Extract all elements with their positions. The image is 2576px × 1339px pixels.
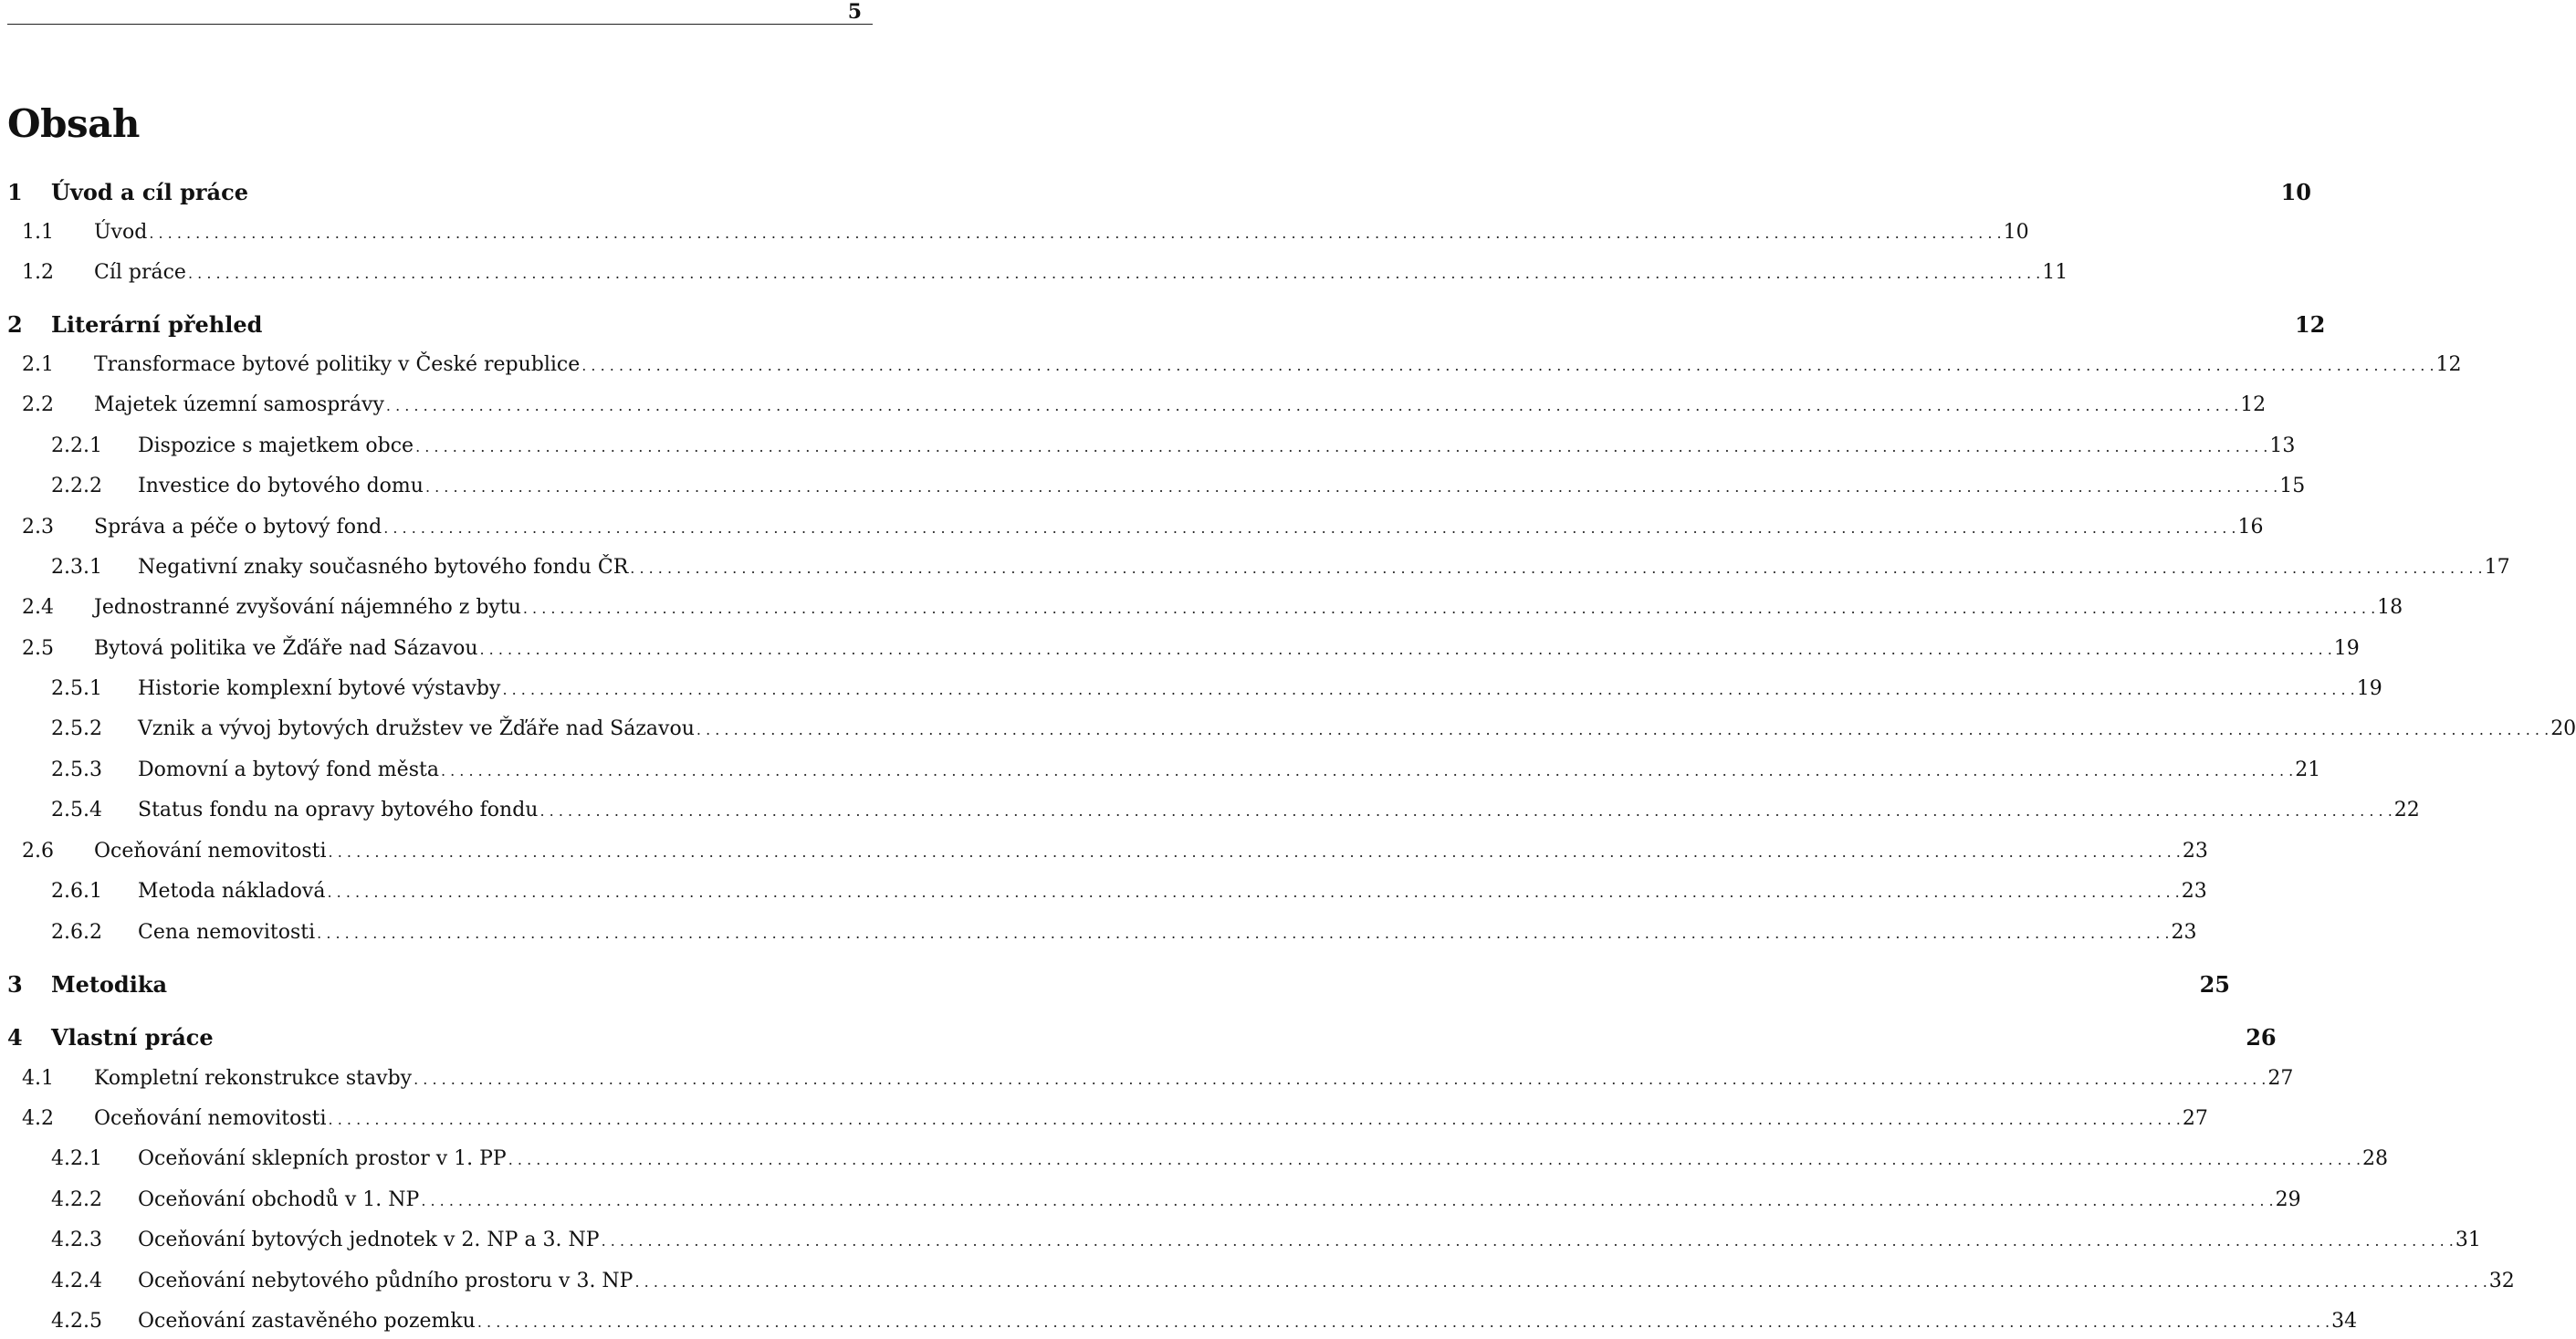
toc-entry[interactable]: [0, 875, 2207, 908]
toc-entry-row: [138, 673, 2382, 706]
toc-entry[interactable]: [0, 470, 2306, 503]
toc-entry-page: 32: [2488, 1270, 2515, 1292]
toc-entry-page: 20: [2550, 717, 2576, 740]
toc-entry-row: [94, 1103, 2208, 1136]
toc-entry-row: [138, 754, 2321, 788]
toc-entry[interactable]: [0, 216, 2029, 249]
toc-entry-page: 29: [2275, 1188, 2301, 1211]
toc-dot-leader: . . . . . . . . . . . . . . . . . . . . . . . . . . . . . . . . . . . . . . . . . . . . . . . . . . . . . . . . . . . . . . . . . . . . . . . . . . . . . . . . . . . . . . . . . . . . . . . . . . . . . . . . . . . . . . . . . . . . . . . . . . . . . . . . . . . . . . . . . . . . . . . . . . . . . . . . . . . . . . . . . . . . . . . . . . . . . . . . . . . . . . . . . . . . . . . . . . . . . . . .: [317, 925, 2170, 942]
toc-entry-label: Cena nemovitosti: [138, 921, 316, 944]
toc-entry-number: 2.2.1: [51, 434, 102, 457]
toc-dot-leader: . . . . . . . . . . . . . . . . . . . . . . . . . . . . . . . . . . . . . . . . . . . . . . . . . . . . . . . . . . . . . . . . . . . . . . . . . . . . . . . . . . . . . . . . . . . . . . . . . . . . . . . . . . . . . . . . . . . . . . . . . . . . . . . . . . . . . . . . . . . . . . . . . . . . . . . . . . . . . . . . . . . . . . . . . . . . . . . . . . . . . . . . . . . . . . . . . . . . . . . .: [630, 560, 2483, 577]
toc-dot-leader: . . . . . . . . . . . . . . . . . . . . . . . . . . . . . . . . . . . . . . . . . . . . . . . . . . . . . . . . . . . . . . . . . . . . . . . . . . . . . . . . . . . . . . . . . . . . . . . . . . . . . . . . . . . . . . . . . . . . . . . . . . . . . . . . . . . . . . . . . . . . . . . . . . . . . . . . . . . . . . . . . . . . . . . . . . . . . . . . . . . . . . . . . . . . . . . . . . . . . . . .: [385, 397, 2239, 414]
toc-entry-row: [138, 794, 2420, 828]
toc-entry-number: 2.2.2: [51, 475, 102, 497]
toc-entry-label: Správa a péče o bytový fond: [94, 516, 382, 539]
toc-entry-page: 27: [2182, 1107, 2208, 1130]
toc-entry-row: [94, 216, 2029, 250]
toc-entry-row: [94, 591, 2403, 625]
toc-entry-row: [138, 1265, 2515, 1299]
toc-dot-leader: . . . . . . . . . . . . . . . . . . . . . . . . . . . . . . . . . . . . . . . . . . . . . . . . . . . . . . . . . . . . . . . . . . . . . . . . . . . . . . . . . . . . . . . . . . . . . . . . . . . . . . . . . . . . . . . . . . . . . . . . . . . . . . . . . . . . . . . . . . . . . . . . . . . . . . . . . . . . . . . . . . . . . . . . . . . . . . . . . . . . . . . . . . . . . . . . . . . . . . . .: [502, 681, 2355, 698]
toc-entry-page: 26: [2246, 1024, 2277, 1051]
toc-entry-label: Domovní a bytový fond města: [138, 758, 439, 781]
toc-entry-label: Oceňování nemovitosti: [94, 1107, 327, 1130]
toc-entry-label: Úvod: [94, 221, 148, 244]
toc-entry[interactable]: [0, 256, 2068, 289]
toc-entry-number: 2.5: [22, 637, 54, 660]
toc-entry-number: 2.6.1: [51, 880, 102, 903]
toc-dot-leader: . . . . . . . . . . . . . . . . . . . . . . . . . . . . . . . . . . . . . . . . . . . . . . . . . . . . . . . . . . . . . . . . . . . . . . . . . . . . . . . . . . . . . . . . . . . . . . . . . . . . . . . . . . . . . . . . . . . . . . . . . . . . . . . . . . . . . . . . . . . . . . . . . . . . . . . . . . . . . . . . . . . . . . . . . . . . . . . . . . . . . . . . . . . . . . . . . . . . . . . .: [581, 357, 2435, 374]
toc-entry[interactable]: [0, 1184, 2301, 1217]
toc-entry[interactable]: [0, 1224, 2481, 1257]
toc-dot-leader: . . . . . . . . . . . . . . . . . . . . . . . . . . . . . . . . . . . . . . . . . . . . . . . . . . . . . . . . . . . . . . . . . . . . . . . . . . . . . . . . . . . . . . . . . . . . . . . . . . . . . . . . . . . . . . . . . . . . . . . . . . . . . . . . . . . . . . . . . . . . . . . . . . . . . . . . . . . . . . . . . . . . . . . . . . . . . . . . . . . . . . . . . . . . . . . . . . . . . . . .: [522, 600, 2376, 617]
toc-dot-leader: . . . . . . . . . . . . . . . . . . . . . . . . . . . . . . . . . . . . . . . . . . . . . . . . . . . . . . . . . . . . . . . . . . . . . . . . . . . . . . . . . . . . . . . . . . . . . . . . . . . . . . . . . . . . . . . . . . . . . . . . . . . . . . . . . . . . . . . . . . . . . . . . . . . . . . . . . . . . . . . . . . . . . . . . . . . . . . . . . . . . . . . . . . . . . . . . . . . . . . . .: [415, 438, 2268, 455]
toc-dot-leader: . . . . . . . . . . . . . . . . . . . . . . . . . . . . . . . . . . . . . . . . . . . . . . . . . . . . . . . . . . . . . . . . . . . . . . . . . . . . . . . . . . . . . . . . . . . . . . . . . . . . . . . . . . . . . . . . . . . . . . . . . . . . . . . . . . . . . . . . . . . . . . . . . . . . . . . . . . . . . . . . . . . . . . . . . . . . . . . . . . . . . . . . . . . . . . . . . . . . . . . .: [328, 843, 2181, 861]
toc-entry-page: 18: [2377, 596, 2403, 619]
toc-entry-page: 10: [2003, 221, 2029, 244]
toc-dot-leader: . . . . . . . . . . . . . . . . . . . . . . . . . . . . . . . . . . . . . . . . . . . . . . . . . . . . . . . . . . . . . . . . . . . . . . . . . . . . . . . . . . . . . . . . . . . . . . . . . . . . . . . . . . . . . . . . . . . . . . . . . . . . . . . . . . . . . . . . . . . . . . . . . . . . . . . . . . . . . . . . . . . . . . . . . . . . . . . . . . . . . . . . . . . . . . . . . . . . . . . .: [187, 265, 2041, 282]
toc-entry-page: 19: [2333, 637, 2360, 660]
toc-entry-row: [51, 968, 2230, 1004]
page-title: Obsah: [7, 101, 140, 146]
toc-dot-leader: . . . . . . . . . . . . . . . . . . . . . . . . . . . . . . . . . . . . . . . . . . . . . . . . . . . . . . . . . . . . . . . . . . . . . . . . . . . . . . . . . . . . . . . . . . . . . . . . . . . . . . . . . . . . . . . . . . . . . . . . . . . . . . . . . . . . . . . . . . . . . . . . . . . . . . . . . . . . . . . . . . . . . . . . . . . . . . . . . . . . . . . . . . . . . . . . . . . . . . . .: [383, 519, 2236, 537]
toc-entry-number: 2.2: [22, 393, 54, 416]
toc-entry-label: Úvod a cíl práce: [51, 179, 248, 205]
toc-entry[interactable]: [0, 389, 2267, 422]
toc-dot-leader: . . . . . . . . . . . . . . . . . . . . . . . . . . . . . . . . . . . . . . . . . . . . . . . . . . . . . . . . . . . . . . . . . . . . . . . . . . . . . . . . . . . . . . . . . . . . . . . . . . . . . . . . . . . . . . . . . . . . . . . . . . . . . . . . . . . . . . . . . . . . . . . . . . . . . . . . . . . . . . . . . . . . . . . . . . . . . . . . . . . . . . . . . . . . . . . . . . . . . . . .: [414, 1071, 2267, 1088]
toc-entry-page: 16: [2237, 516, 2264, 539]
toc-entry-number: 2.5.2: [51, 717, 102, 740]
toc-entry-row: [94, 256, 2068, 290]
toc-dot-leader: . . . . . . . . . . . . . . . . . . . . . . . . . . . . . . . . . . . . . . . . . . . . . . . . . . . . . . . . . . . . . . . . . . . . . . . . . . . . . . . . . . . . . . . . . . . . . . . . . . . . . . . . . . . . . . . . . . . . . . . . . . . . . . . . . . . . . . . . . . . . . . . . . . . . . . . . . . . . . . . . . . . . . . . . . . . . . . . . . . . . . . . . . . . . . . . . . . . . . . . .: [479, 641, 2332, 658]
toc-entry-label: Negativní znaky současného bytového fondu ČR: [138, 556, 629, 579]
toc-entry-number: 2.4: [22, 596, 54, 619]
toc-dot-leader: . . . . . . . . . . . . . . . . . . . . . . . . . . . . . . . . . . . . . . . . . . . . . . . . . . . . . . . . . . . . . . . . . . . . . . . . . . . . . . . . . . . . . . . . . . . . . . . . . . . . . . . . . . . . . . . . . . . . . . . . . . . . . . . . . . . . . . . . . . . . . . . . . . . . . . . . . . . . . . . . . . . . . . . . . . . . . . . . . . . . . . . . . . . . . . . . . . . . . . . .: [421, 1192, 2274, 1209]
toc-entry-label: Oceňování obchodů v 1. NP: [138, 1188, 420, 1211]
toc-entry-number: 4.2: [22, 1107, 54, 1130]
toc-entry-label: Oceňování sklepních prostor v 1. PP: [138, 1147, 507, 1170]
toc-entry-number: 4: [7, 1024, 23, 1051]
toc-entry-page: 28: [2362, 1147, 2389, 1170]
toc-entry-page: 12: [2240, 393, 2267, 416]
toc-dot-leader: . . . . . . . . . . . . . . . . . . . . . . . . . . . . . . . . . . . . . . . . . . . . . . . . . . . . . . . . . . . . . . . . . . . . . . . . . . . . . . . . . . . . . . . . . . . . . . . . . . . . . . . . . . . . . . . . . . . . . . . . . . . . . . . . . . . . . . . . . . . . . . . . . . . . . . . . . . . . . . . . . . . . . . . . . . . . . . . . . . . . . . . . . . . . . . . . . . . . . . . .: [149, 225, 2002, 242]
toc-entry[interactable]: [0, 1062, 2294, 1095]
toc-entry-row: [94, 835, 2208, 869]
toc-entry-number: 2.3: [22, 516, 54, 539]
toc-entry-row: [51, 176, 2311, 212]
toc-entry-page: 19: [2356, 677, 2382, 700]
toc-entry-label: Status fondu na opravy bytového fondu: [138, 799, 539, 821]
toc-entry-label: Bytová politika ve Žďáře nad Sázavou: [94, 637, 478, 660]
toc-dot-leader: . . . . . . . . . . . . . . . . . . . . . . . . . . . . . . . . . . . . . . . . . . . . . . . . . . . . . . . . . . . . . . . . . . . . . . . . . . . . . . . . . . . . . . . . . . . . . . . . . . . . . . . . . . . . . . . . . . . . . . . . . . . . . . . . . . . . . . . . . . . . . . . . . . . . . . . . . . . . . . . . . . . . . . . . . . . . . . . . . . . . . . . . . . . . . . . . . . . . . . . .: [539, 802, 2393, 820]
toc-entry-row: [94, 389, 2267, 423]
toc-entry-number: 2.5.3: [51, 758, 102, 781]
toc-entry-row: [138, 1224, 2481, 1258]
toc-entry[interactable]: [0, 633, 2360, 665]
toc-entry-page: 10: [2280, 179, 2311, 205]
toc-entry-page: 23: [2171, 921, 2197, 944]
toc-entry-row: [138, 470, 2306, 504]
toc-entry[interactable]: [0, 1021, 2277, 1054]
toc-entry-page: 22: [2393, 799, 2420, 821]
toc-dot-leader: . . . . . . . . . . . . . . . . . . . . . . . . . . . . . . . . . . . . . . . . . . . . . . . . . . . . . . . . . . . . . . . . . . . . . . . . . . . . . . . . . . . . . . . . . . . . . . . . . . . . . . . . . . . . . . . . . . . . . . . . . . . . . . . . . . . . . . . . . . . . . . . . . . . . . . . . . . . . . . . . . . . . . . . . . . . . . . . . . . . . . . . . . . . . . . . . . . . . . . . .: [328, 1111, 2181, 1128]
toc-entry-label: Historie komplexní bytové výstavby: [138, 677, 501, 700]
toc-entry-label: Vznik a vývoj bytových družstev ve Žďáře nad Sázavou: [138, 717, 695, 740]
toc-entry-label: Oceňování nemovitosti: [94, 840, 327, 863]
toc-entry-number: 1.1: [22, 221, 54, 244]
toc-entry-label: Jednostranné zvyšování nájemného z bytu: [94, 596, 521, 619]
toc-entry-label: Transformace bytové politiky v České republice: [94, 353, 581, 376]
toc-entry[interactable]: [0, 1103, 2208, 1135]
toc-entry-row: [138, 430, 2296, 464]
toc-entry-number: 2.5.4: [51, 799, 102, 821]
toc-entry-row: [94, 633, 2360, 666]
toc-entry-number: 4.2.1: [51, 1147, 102, 1170]
toc-entry-label: Majetek územní samosprávy: [94, 393, 384, 416]
toc-entry-page: 34: [2331, 1310, 2358, 1333]
toc-entry-row: [138, 1184, 2301, 1218]
toc-entry-label: Dispozice s majetkem obce: [138, 434, 414, 457]
toc-entry-label: Oceňování bytových jednotek v 2. NP a 3. NP: [138, 1229, 600, 1251]
toc-entry-row: [138, 713, 2576, 747]
toc-entry-page: 27: [2267, 1067, 2294, 1090]
toc-entry-row: [94, 511, 2264, 545]
toc-dot-leader: . . . . . . . . . . . . . . . . . . . . . . . . . . . . . . . . . . . . . . . . . . . . . . . . . . . . . . . . . . . . . . . . . . . . . . . . . . . . . . . . . . . . . . . . . . . . . . . . . . . . . . . . . . . . . . . . . . . . . . . . . . . . . . . . . . . . . . . . . . . . . . . . . . . . . . . . . . . . . . . . . . . . . . . . . . . . . . . . . . . . . . . . . . . . . . . . . . . . . . . .: [696, 721, 2550, 738]
toc-entry-page: 31: [2455, 1229, 2481, 1251]
toc-entry-number: 2.5.1: [51, 677, 102, 700]
toc-entry-row: [51, 1021, 2277, 1057]
toc-entry[interactable]: [0, 551, 2510, 584]
toc-entry-page: 12: [2294, 311, 2326, 338]
toc-dot-leader: . . . . . . . . . . . . . . . . . . . . . . . . . . . . . . . . . . . . . . . . . . . . . . . . . . . . . . . . . . . . . . . . . . . . . . . . . . . . . . . . . . . . . . . . . . . . . . . . . . . . . . . . . . . . . . . . . . . . . . . . . . . . . . . . . . . . . . . . . . . . . . . . . . . . . . . . . . . . . . . . . . . . . . . . . . . . . . . . . . . . . . . . . . . . . . . . . . . . . . . .: [634, 1273, 2487, 1291]
toc-entry-label: Cíl práce: [94, 261, 186, 284]
toc-entry-row: [138, 551, 2510, 585]
toc-entry[interactable]: [0, 1265, 2515, 1298]
toc-entry-number: 4.2.4: [51, 1270, 102, 1292]
toc-entry-number: 4.2.3: [51, 1229, 102, 1251]
toc-entry[interactable]: [0, 754, 2321, 787]
toc-entry[interactable]: [0, 835, 2208, 868]
toc-entry[interactable]: [0, 349, 2462, 382]
toc-entry-number: 1: [7, 179, 23, 205]
toc-entry-number: 1.2: [22, 261, 54, 284]
toc-entry[interactable]: [0, 511, 2264, 544]
toc-dot-leader: . . . . . . . . . . . . . . . . . . . . . . . . . . . . . . . . . . . . . . . . . . . . . . . . . . . . . . . . . . . . . . . . . . . . . . . . . . . . . . . . . . . . . . . . . . . . . . . . . . . . . . . . . . . . . . . . . . . . . . . . . . . . . . . . . . . . . . . . . . . . . . . . . . . . . . . . . . . . . . . . . . . . . . . . . . . . . . . . . . . . . . . . . . . . . . . . . . . . . . . .: [508, 1151, 2361, 1168]
toc-dot-leader: . . . . . . . . . . . . . . . . . . . . . . . . . . . . . . . . . . . . . . . . . . . . . . . . . . . . . . . . . . . . . . . . . . . . . . . . . . . . . . . . . . . . . . . . . . . . . . . . . . . . . . . . . . . . . . . . . . . . . . . . . . . . . . . . . . . . . . . . . . . . . . . . . . . . . . . . . . . . . . . . . . . . . . . . . . . . . . . . . . . . . . . . . . . . . . . . . . . . . . . .: [327, 884, 2180, 901]
toc-entry-row: [51, 309, 2326, 344]
toc-dot-leader: . . . . . . . . . . . . . . . . . . . . . . . . . . . . . . . . . . . . . . . . . . . . . . . . . . . . . . . . . . . . . . . . . . . . . . . . . . . . . . . . . . . . . . . . . . . . . . . . . . . . . . . . . . . . . . . . . . . . . . . . . . . . . . . . . . . . . . . . . . . . . . . . . . . . . . . . . . . . . . . . . . . . . . . . . . . . . . . . . . . . . . . . . . . . . . . . . . . . . . . .: [440, 762, 2294, 779]
toc-dot-leader: . . . . . . . . . . . . . . . . . . . . . . . . . . . . . . . . . . . . . . . . . . . . . . . . . . . . . . . . . . . . . . . . . . . . . . . . . . . . . . . . . . . . . . . . . . . . . . . . . . . . . . . . . . . . . . . . . . . . . . . . . . . . . . . . . . . . . . . . . . . . . . . . . . . . . . . . . . . . . . . . . . . . . . . . . . . . . . . . . . . . . . . . . . . . . . . . . . . . . . . .: [476, 1313, 2330, 1331]
toc-entry-page: 17: [2484, 556, 2510, 579]
toc-entry[interactable]: [0, 916, 2197, 949]
toc-entry[interactable]: [0, 968, 2230, 1001]
toc-entry[interactable]: [0, 591, 2403, 624]
toc-entry-page: 25: [2199, 971, 2230, 998]
toc-entry-number: 2.6.2: [51, 921, 102, 944]
toc-entry-page: 23: [2181, 880, 2207, 903]
toc-entry-number: 2: [7, 311, 23, 338]
toc-entry-label: Metoda nákladová: [138, 880, 326, 903]
toc-entry[interactable]: [0, 794, 2420, 827]
toc-entry-page: 21: [2295, 758, 2321, 781]
toc-entry[interactable]: [0, 430, 2296, 463]
toc-entry-label: Literární přehled: [51, 311, 263, 338]
toc-entry-row: [94, 349, 2462, 382]
toc-entry[interactable]: [0, 176, 2311, 209]
toc-entry-label: Metodika: [51, 971, 168, 998]
toc-entry-page: 12: [2435, 353, 2462, 376]
page-number: 5: [847, 0, 862, 24]
toc-entry-number: 4.1: [22, 1067, 54, 1090]
toc-entry[interactable]: [0, 673, 2382, 706]
toc-dot-leader: . . . . . . . . . . . . . . . . . . . . . . . . . . . . . . . . . . . . . . . . . . . . . . . . . . . . . . . . . . . . . . . . . . . . . . . . . . . . . . . . . . . . . . . . . . . . . . . . . . . . . . . . . . . . . . . . . . . . . . . . . . . . . . . . . . . . . . . . . . . . . . . . . . . . . . . . . . . . . . . . . . . . . . . . . . . . . . . . . . . . . . . . . . . . . . . . . . . . . . . .: [424, 478, 2278, 496]
toc-entry-label: Vlastní práce: [51, 1024, 214, 1051]
toc-entry-label: Kompletní rekonstrukce stavby: [94, 1067, 413, 1090]
toc-entry[interactable]: [0, 713, 2576, 746]
toc-entry-page: 13: [2269, 434, 2296, 457]
toc-entry-number: 2.1: [22, 353, 54, 376]
toc-entry-row: [138, 1305, 2358, 1339]
toc-entry-label: Oceňování zastavěného pozemku: [138, 1310, 476, 1333]
toc-entry-page: 15: [2279, 475, 2306, 497]
toc-entry-row: [94, 1062, 2294, 1096]
toc-entry-number: 3: [7, 971, 23, 998]
toc-entry[interactable]: [0, 309, 2326, 341]
toc-entry[interactable]: [0, 1143, 2389, 1176]
toc-entry-number: 4.2.2: [51, 1188, 102, 1211]
toc-entry[interactable]: [0, 1305, 2358, 1338]
toc-entry-label: Oceňování nebytového půdního prostoru v 3. NP: [138, 1270, 634, 1292]
toc-entry-label: Investice do bytového domu: [138, 475, 424, 497]
toc-entry-row: [138, 916, 2197, 950]
toc-entry-row: [138, 1143, 2389, 1177]
toc-entry-number: 4.2.5: [51, 1310, 102, 1333]
toc-entry-row: [138, 875, 2207, 909]
toc-dot-leader: . . . . . . . . . . . . . . . . . . . . . . . . . . . . . . . . . . . . . . . . . . . . . . . . . . . . . . . . . . . . . . . . . . . . . . . . . . . . . . . . . . . . . . . . . . . . . . . . . . . . . . . . . . . . . . . . . . . . . . . . . . . . . . . . . . . . . . . . . . . . . . . . . . . . . . . . . . . . . . . . . . . . . . . . . . . . . . . . . . . . . . . . . . . . . . . . . . . . . . . .: [601, 1232, 2454, 1250]
toc-entry-page: 23: [2182, 840, 2208, 863]
toc-entry-number: 2.3.1: [51, 556, 102, 579]
toc-entry-number: 2.6: [22, 840, 54, 863]
toc-entry-page: 11: [2042, 261, 2068, 284]
